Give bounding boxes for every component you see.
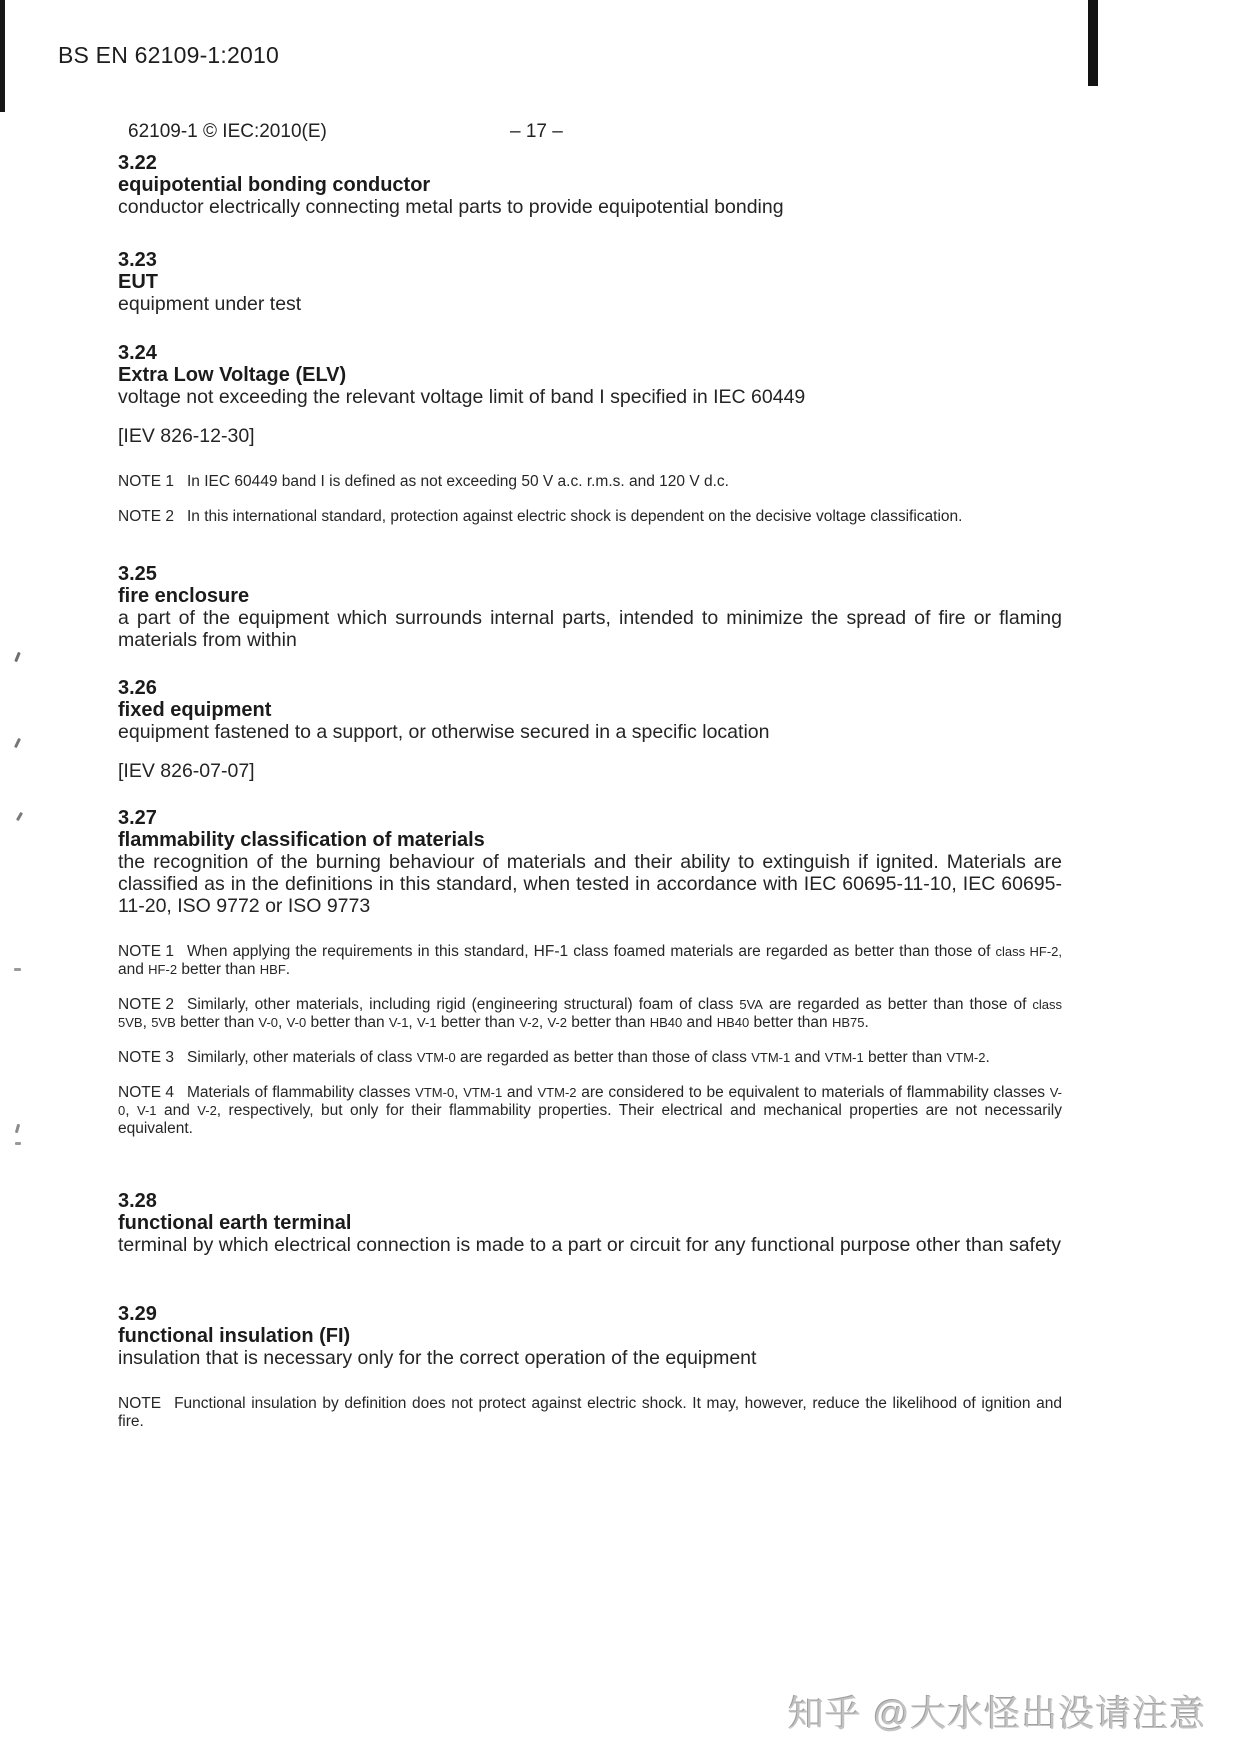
note-text: and	[502, 1084, 538, 1101]
note-text: .	[985, 1049, 990, 1066]
flammability-class-token: 5VA	[739, 997, 763, 1012]
watermark-text: 知乎 @大水怪出没请注意	[788, 1693, 1207, 1734]
note-label: NOTE 3	[118, 1049, 174, 1066]
note-text: Functional insulation by definition does not protect against electric shock. It may, however, reduce the likelihood of ignition and fire.	[118, 1395, 1062, 1430]
section-number: 3.25	[118, 563, 157, 585]
definition-3.27	[118, 807, 1062, 1138]
note-label: NOTE 4	[118, 1084, 174, 1101]
flammability-class-token: V-1	[417, 1015, 437, 1030]
note-text: ,	[538, 1014, 548, 1031]
term-title: fire enclosure	[118, 585, 250, 607]
flammability-class-token: V-0	[118, 1085, 1062, 1118]
term-title: functional insulation (FI)	[118, 1325, 351, 1347]
flammability-class-token: VTM-1	[463, 1085, 503, 1100]
definition-3.23	[118, 249, 1062, 315]
iev-reference: [IEV 826-12-30]	[118, 425, 255, 447]
document-reference: 62109-1 © IEC:2010(E)	[128, 121, 327, 142]
note-text: ,	[125, 1102, 137, 1119]
note-text: are regarded as better than those of	[762, 996, 1033, 1013]
note-text: ,	[408, 1014, 418, 1031]
note-text: and	[790, 1049, 825, 1066]
note-text: better than	[177, 961, 260, 978]
note-label: NOTE 2	[118, 996, 174, 1013]
note-text: better than	[749, 1014, 832, 1031]
note-text: better than	[175, 1014, 259, 1031]
definition-text: insulation that is necessary only for the correct operation of the equipment	[118, 1347, 757, 1369]
flammability-class-token: HB40	[649, 1015, 683, 1030]
note-text: Similarly, other materials, including rigid (engineering structural) foam of class	[186, 996, 740, 1013]
definition-3.29	[118, 1303, 1062, 1431]
flammability-class-token: V-1	[388, 1015, 409, 1030]
definition-3.24	[118, 342, 1062, 526]
note	[118, 473, 1062, 491]
note	[118, 1049, 1062, 1067]
definition-text: voltage not exceeding the relevant voltage limit of band I specified in IEC 60449	[118, 386, 806, 408]
definition-3.28	[118, 1190, 1062, 1256]
note-label: NOTE 2	[118, 508, 174, 525]
note-label: NOTE 1	[118, 943, 174, 960]
flammability-class-token: VTM-2	[537, 1085, 577, 1100]
note-text: better than	[306, 1014, 389, 1031]
section-number: 3.29	[118, 1303, 157, 1325]
definition-text: a part of the equipment which surrounds internal parts, intended to minimize the spread of fire or flaming materials from within	[118, 607, 1062, 651]
flammability-class-token: HB40	[716, 1015, 750, 1030]
definition-text: equipment under test	[118, 293, 302, 315]
definition-text: conductor electrically connecting metal parts to provide equipotential bonding	[118, 196, 784, 218]
flammability-class-token: class HF-2,	[995, 944, 1062, 959]
note	[118, 1395, 1062, 1431]
note	[118, 996, 1062, 1032]
definition-text: equipment fastened to a support, or otherwise secured in a specific location	[118, 721, 770, 743]
page-number: – 17 –	[510, 121, 563, 142]
note-text: , respectively, but only for their flammability properties. Their electrical and mechanical properties are not necessarily equivalent.	[118, 1102, 1062, 1137]
note-text: When applying the requirements in this standard, HF-1 class foamed materials are regarded as better than those of	[186, 943, 996, 960]
section-number: 3.24	[118, 342, 157, 364]
flammability-class-token: class 5VB	[118, 997, 1062, 1030]
flammability-class-token: V-1	[137, 1103, 157, 1118]
term-title: equipotential bonding conductor	[118, 174, 431, 196]
flammability-class-token: V-0	[286, 1015, 307, 1030]
definition-text: terminal by which electrical connection is made to a part or circuit for any functional purpose other than safety	[118, 1234, 1061, 1256]
note-text: Materials of flammability classes	[186, 1084, 416, 1101]
flammability-class-token: V-2	[547, 1015, 567, 1030]
note-text: In IEC 60449 band I is defined as not exceeding 50 V a.c. r.m.s. and 120 V d.c.	[186, 473, 729, 490]
flammability-class-token: VTM-1	[751, 1050, 791, 1065]
note-text: better than	[436, 1014, 520, 1031]
note-text: ,	[278, 1014, 287, 1031]
section-number: 3.26	[118, 677, 157, 699]
note-label: NOTE 1	[118, 473, 174, 490]
note-text: and	[156, 1102, 198, 1119]
flammability-class-token: VTM-0	[416, 1050, 456, 1065]
section-number: 3.23	[118, 249, 157, 271]
note-text: .	[864, 1014, 869, 1031]
definition-3.26	[118, 677, 1062, 782]
term-title: functional earth terminal	[118, 1212, 352, 1234]
term-title: Extra Low Voltage (ELV)	[118, 364, 347, 386]
term-title: fixed equipment	[118, 699, 272, 721]
note-text: better than	[566, 1014, 650, 1031]
note	[118, 508, 1062, 526]
iev-reference: [IEV 826-07-07]	[118, 760, 255, 782]
note-text: better than	[863, 1049, 947, 1066]
definition-text: the recognition of the burning behaviour of materials and their ability to extinguish if ignited. Materials are classified as in the definitions in this standard, when tested in accordance with IEC 60695-11-10, IEC 60695-11-20, ISO 9772 or ISO 9773	[118, 851, 1062, 917]
section-number: 3.28	[118, 1190, 157, 1212]
flammability-class-token: VTM-2	[946, 1050, 986, 1065]
flammability-class-token: V-2	[519, 1015, 539, 1030]
flammability-class-token: V-0	[258, 1015, 279, 1030]
term-title: EUT	[118, 271, 158, 293]
section-number: 3.22	[118, 152, 157, 174]
note-text: Similarly, other materials of class	[186, 1049, 417, 1066]
note-text: are considered to be equivalent to materials of flammability classes	[576, 1084, 1050, 1101]
flammability-class-token: HBF	[259, 962, 286, 977]
note-text: ,	[142, 1014, 152, 1031]
section-number: 3.27	[118, 807, 157, 829]
flammability-class-token: 5VB	[151, 1015, 176, 1030]
definition-3.22	[118, 152, 1062, 218]
standard-reference: BS EN 62109-1:2010	[58, 42, 279, 68]
note-text: ,	[454, 1084, 464, 1101]
note-text: .	[285, 961, 291, 978]
flammability-class-token: VTM-0	[415, 1085, 455, 1100]
definition-3.25	[118, 563, 1062, 651]
note	[118, 943, 1062, 979]
flammability-class-token: VTM-1	[824, 1050, 864, 1065]
flammability-class-token: V-2	[197, 1103, 217, 1118]
note-text: and	[682, 1014, 717, 1031]
note-text: In this international standard, protection against electric shock is dependent on the decisive voltage classification.	[186, 508, 963, 525]
term-title: flammability classification of materials	[118, 829, 485, 851]
flammability-class-token: HF-2	[148, 962, 178, 977]
flammability-class-token: HB75	[831, 1015, 865, 1030]
note-label: NOTE	[118, 1395, 162, 1412]
note-text: are regarded as better than those of class	[455, 1049, 752, 1066]
note	[118, 1084, 1062, 1138]
note-text: and	[118, 961, 149, 978]
